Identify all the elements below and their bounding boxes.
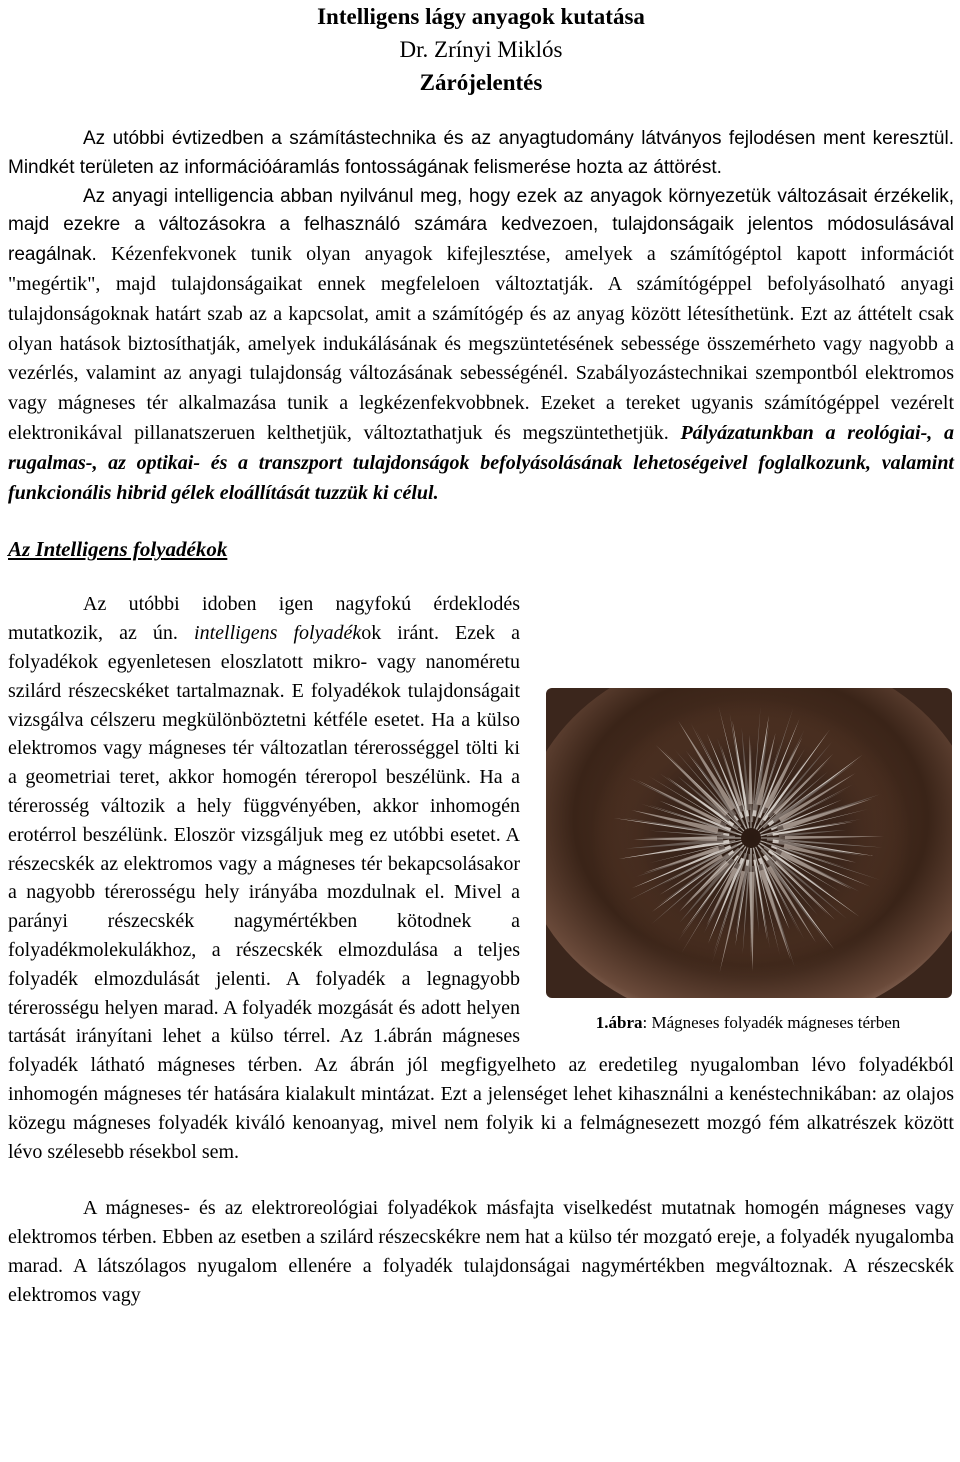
intro-paragraph-2: Az anyagi intelligencia abban nyilvánul meg, hogy ezek az anyagok környezetük változásait érzékelik, majd ezekre a változásokra a felhasználó számára kedvezoen, tulajdonságaik jelentos módosulásával reagálnak. Kézenfekvonek tunik olyan anyagok kifejlesztése, amelyek a számítógéptol kapott információt "megértik", majd tulajdonságaikat ennek megfeleloen változtatják. A számítógéppel befolyásolható anyagi tulajdonságoknak határt szab az a kapcsolat, amit a számítógép és az anyag között létesíthetünk. Ezt az áttételt csak olyan hatások biztosíthatják, amelyek indukálásának és megszüntetésének sebessége összemérheto vagy nagyobb a vezérlés, valamint az anyagi tulajdonság változásának sebességénél. Szabályozástechnikai szempontból elektromos vagy mágneses tér alkalmazása tunik a legkézenfekvobbnek. Ezeket a tereket ugyanis számítógéppel vezérelt elektronikával pillanatszeruen kelthetjük, változtathatjuk és megszüntethetjük. Pályázatunkban a reológiai-, a rugalmas-, az optikai- és a transzport tulajdonságok befolyásolásának lehetoségeivel foglalkozunk, valamint funkcionális hibrid gélek eloállítását tuzzük ki célul. <box>8 185 954 504</box>
ferrofluid-photo <box>546 688 952 998</box>
document-page <box>8 0 954 1309</box>
author-name: Dr. Zrínyi Miklós <box>399 37 563 62</box>
section-paragraph-2: A mágneses- és az elektroreológiai folyadékok másfajta viselkedést mutatnak homogén mágneses vagy elektromos térben. Ebben az esetben a szilárd részecskékre nem hat a külso tér mozgató ereje, a folyadék nyugalomba marad. A látszólagos nyugalom ellenére a folyadék tulajdonságai nagymértékben megváltoznak. A részecskék elektromos vagy <box>8 1197 954 1306</box>
section-paragraph-1: 1.ábra: Mágneses folyadék mágneses térben Az utóbbi idoben igen nagyfokú érdeklodés mutatkozik, az ún. intelligens folyadékok iránt. Ezek a folyadékok egyenletesen eloszlatott mikro- vagy nanoméretu szilárd részecskéket tartalmaznak. E folyadékok tulajdonságait vizsgálva célszeru megkülönböztetni kétféle esetet. Ha a külso elektromos vagy mágneses tér változatlan térerosséggel tölti ki a geometriai teret, akkor homogén téreropol beszélünk. Ha a térerosség változik a hely függvényében, akkor inhomogén erotérrol beszélünk. Eloször vizsgáljuk meg ez utóbbi esetet. A részecskék az elektromos vagy a mágneses tér bekapcsolásakor a nagyobb térerosségu hely irányába mozdulnak el. Mivel a parányi részecskék nagymértékben kötodnek a folyadékmolekulákhoz, a részecskék elmozdulása a teljes folyadék elmozdulását jelenti. A folyadék a legnagyobb térerosségu helyen marad. A folyadék mozgását és adott helyen tartását irányítani lehet a külso térrel. Az 1.ábrán mágneses folyadék látható mágneses térben. Az ábrán jól megfigyelheto az eredetileg nyugalomban lévo folyadékból inhomogén mágneses tér hatására kialakult mintázat. Ezt a jelenséget lehet kihasználni a kenéstechnikában: az olajos közegu mágneses folyadék kiváló kenoanyag, mivel nem folyik ki a felmágnesezett mozgó fém alkatrészek között lévo szélesebb résekbol sem. <box>8 590 954 1166</box>
ferrofluid-image <box>546 688 952 998</box>
intelligent-fluid-term: intelligens folyadék <box>194 622 362 645</box>
figure-1 <box>542 688 954 1034</box>
figure-caption: 1.ábra: Mágneses folyadék mágneses térben <box>595 1013 901 1033</box>
title-block <box>8 0 954 99</box>
section-heading: Az Intelligens folyadékok <box>8 537 228 562</box>
intro-paragraph-1: Az utóbbi évtizedben a számítástechnika és az anyagtudomány látványos fejlodésen ment keresztül. Mindkét területen az információáramlás fontosságának felismerése hozta az áttörést. <box>8 128 954 178</box>
document-title: Intelligens lágy anyagok kutatása <box>317 4 645 29</box>
document-subtitle: Zárójelentés <box>419 70 543 95</box>
project-goal-emphasis: Pályázatunkban a reológiai-, a rugalmas-, az optikai- és a transzport tulajdonságok befolyásolásának lehetoségeivel foglalkozunk, valamint funkcionális hibrid gélek eloállítását tuzzük ki célul. <box>8 421 954 504</box>
